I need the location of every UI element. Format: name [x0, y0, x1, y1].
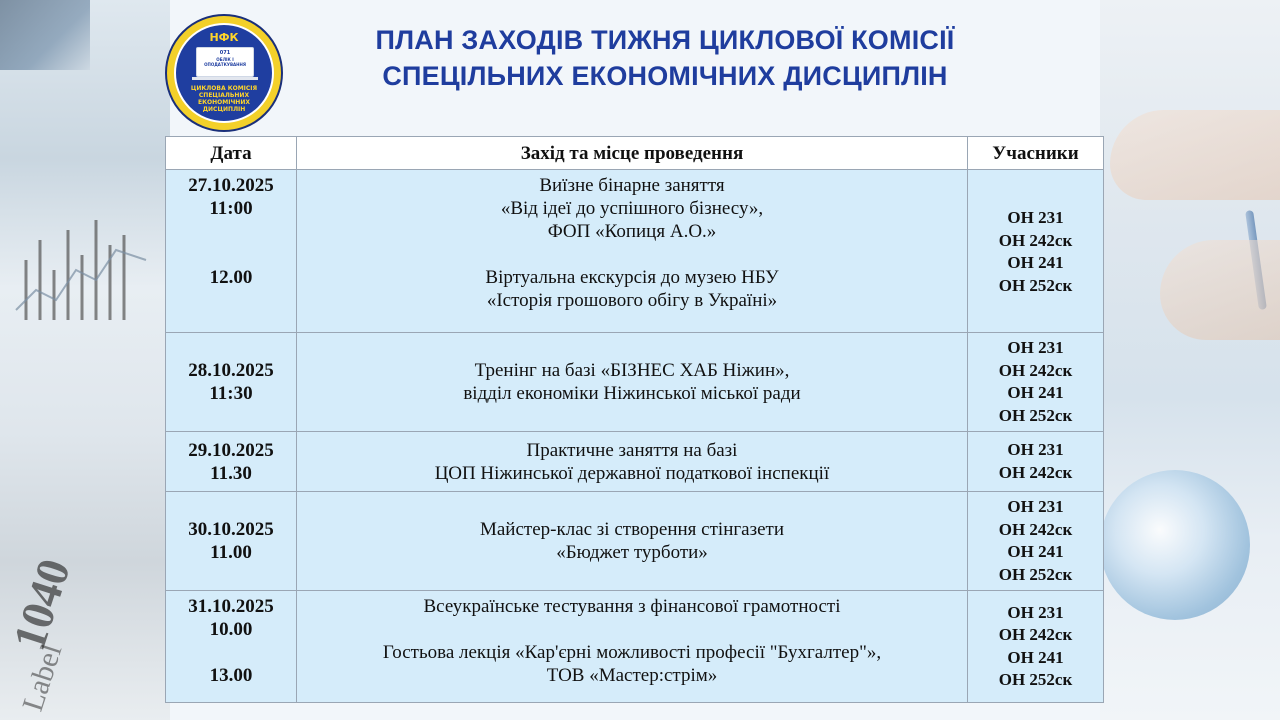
date: 30.10.2025 — [188, 519, 274, 540]
participant-group: ОН 242ск — [998, 360, 1073, 380]
participants-cell — [968, 591, 1104, 703]
event-text: ЦОП Ніжинської державної податкової інспекції — [434, 462, 830, 484]
page-title — [300, 22, 1030, 94]
date-cell — [166, 591, 297, 703]
event-text: Майстер-клас зі створення стінгазети — [479, 519, 784, 540]
table-row — [166, 591, 1104, 703]
logo-specialty-name: ОБЛІК І ОПОДАТКУВАННЯ — [204, 57, 246, 67]
calculator-image — [0, 0, 90, 70]
event-text: «Бюджет турботи» — [556, 542, 708, 563]
right-decorative-background — [1100, 0, 1280, 720]
event-text: «Від ідеї до успішного бізнесу», — [500, 198, 764, 219]
participant-group: ОН 252ск — [998, 670, 1073, 689]
date-cell — [166, 492, 297, 591]
participant-group: ОН 242ск — [998, 462, 1073, 482]
event-text: відділ економіки Ніжинської міської ради — [463, 383, 801, 404]
title-line-1: ПЛАН ЗАХОДІВ ТИЖНЯ ЦИКЛОВОЇ КОМІСІЇ — [375, 25, 955, 55]
participant-group: ОН 241 — [1007, 542, 1064, 561]
left-decorative-background — [0, 0, 170, 720]
table-row — [166, 492, 1104, 591]
event-text: Тренінг на базі «БІЗНЕС ХАБ Ніжин», — [474, 360, 790, 381]
logo-commission-name: ЦИКЛОВА КОМІСІЯ СПЕЦІАЛЬНИХ ЕКОНОМІЧНИХ ДИСЦИПЛІН — [190, 85, 258, 113]
schedule-table — [165, 136, 1104, 703]
event-text: Всеукраїнське тестування з фінансової грамотності — [423, 596, 841, 617]
logo-abbreviation: НФК — [209, 31, 239, 44]
time: 10.00 — [209, 619, 253, 640]
header-event: Захід та місце проведення — [297, 137, 968, 170]
participant-group: ОН 252ск — [998, 564, 1073, 584]
participant-group: ОН 231 — [1007, 440, 1064, 459]
event-text: ТОВ «Мастер:стрім» — [546, 665, 718, 686]
logo-inner-circle — [174, 23, 274, 123]
participants-cell — [968, 492, 1104, 591]
hand-image — [1110, 110, 1280, 200]
header-date: Дата — [166, 137, 297, 170]
event-text: «Історія грошового обігу в Україні» — [486, 290, 778, 311]
event-text: Віртуальна екскурсія до музею НБУ — [485, 267, 779, 288]
tax-form-1040-image: 1040 — [2, 552, 80, 657]
time: 11:00 — [209, 198, 253, 219]
logo-specialty-code: 071 — [219, 50, 231, 56]
header-participants: Учасники — [968, 137, 1104, 170]
participant-group: ОН 231 — [1007, 338, 1064, 357]
participant-group: ОН 231 — [1007, 602, 1064, 622]
event-cell — [297, 591, 968, 703]
date-cell — [166, 333, 297, 432]
commission-logo — [165, 14, 283, 132]
event-text: Виїзне бінарне заняття — [539, 175, 725, 196]
time: 11.00 — [210, 542, 252, 563]
participant-group: ОН 241 — [1007, 253, 1064, 272]
event-text: Гостьова лекція «Кар'єрні можливості професії "Бухгалтер"», — [382, 642, 882, 663]
hand-image — [1160, 240, 1280, 340]
event-cell — [297, 333, 968, 432]
time: 11:30 — [209, 383, 253, 404]
participant-group: ОН 252ск — [998, 405, 1073, 425]
globe-image — [1100, 470, 1250, 620]
participant-group: ОН 241 — [1007, 647, 1064, 667]
date: 28.10.2025 — [188, 360, 274, 381]
date-cell — [166, 170, 297, 333]
laptop-icon — [196, 47, 254, 77]
title-line-2: СПЕЦІЛЬНИХ ЕКОНОМІЧНИХ ДИСЦИПЛІН — [382, 61, 948, 91]
event-text: Практичне заняття на базі — [526, 439, 738, 461]
laptop-base — [192, 77, 258, 80]
participant-group: ОН 242ск — [998, 625, 1073, 644]
date: 31.10.2025 — [188, 596, 274, 617]
table-row — [166, 432, 1104, 492]
event-text: ФОП «Копиця А.О.» — [547, 221, 717, 242]
table-header-row — [166, 137, 1104, 170]
participant-group: ОН 252ск — [998, 275, 1073, 295]
table-row — [166, 170, 1104, 333]
participants-cell — [968, 170, 1104, 333]
participants-cell — [968, 333, 1104, 432]
time: 11.30 — [210, 462, 252, 484]
participant-group: ОН 231 — [1007, 497, 1064, 516]
participant-group: ОН 242ск — [998, 519, 1073, 539]
label-paper-image: Label — [16, 640, 69, 716]
table-row — [166, 333, 1104, 432]
date-cell — [166, 432, 297, 492]
event-cell — [297, 492, 968, 591]
stock-chart-image — [6, 200, 156, 340]
participant-group: ОН 241 — [1007, 383, 1064, 402]
date: 29.10.2025 — [188, 439, 274, 461]
time: 13.00 — [209, 665, 253, 686]
event-cell — [297, 170, 968, 333]
participant-group: ОН 242ск — [998, 230, 1073, 250]
participants-cell — [968, 432, 1104, 492]
date: 27.10.2025 — [188, 175, 274, 196]
participant-group: ОН 231 — [1007, 208, 1064, 227]
time: 12.00 — [209, 267, 253, 288]
event-cell — [297, 432, 968, 492]
